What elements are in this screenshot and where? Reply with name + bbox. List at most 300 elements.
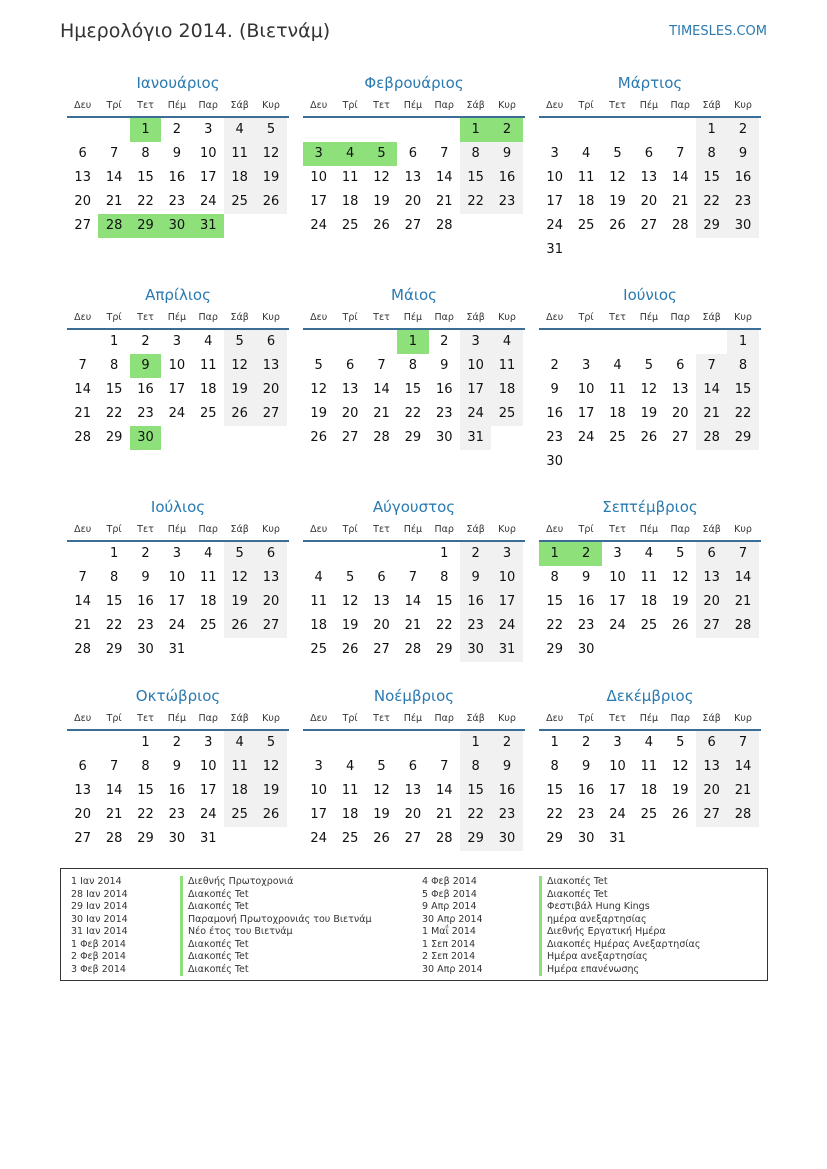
day-cell: 5 [366, 142, 397, 166]
holiday-date: 4 Φεβ 2014 [422, 876, 477, 887]
weekday-header [67, 709, 289, 731]
week-row [539, 590, 761, 614]
weekday-label: Τρί [342, 524, 358, 535]
day-cell: 30 [130, 426, 161, 450]
day-cell: 8 [440, 570, 449, 585]
weekday-label: Παρ [670, 312, 690, 323]
weekday-label: Πέμ [403, 312, 423, 323]
day-cell: 20 [255, 378, 286, 402]
day-cell: 20 [404, 807, 422, 822]
day-cell: 1 [460, 731, 491, 755]
weekday-label: Παρ [670, 713, 690, 724]
empty-cell [602, 118, 633, 142]
day-cell: 5 [314, 358, 323, 373]
weekday-label: Δευ [74, 312, 92, 323]
empty-cell [224, 827, 255, 851]
holiday-name: Παραμονή Πρωτοχρονιάς του Βιετνάμ [180, 914, 372, 927]
weekday-label: Δευ [546, 100, 564, 111]
day-cell: 5 [345, 570, 355, 585]
empty-cell [224, 214, 255, 238]
day-cell: 25 [310, 642, 327, 657]
holiday-date: 2 Σεπ 2014 [422, 951, 476, 962]
month-name: Μάρτιος [617, 74, 683, 92]
day-cell: 13 [696, 755, 727, 779]
day-cell: 7 [109, 146, 119, 161]
week-row [539, 190, 761, 214]
day-cell: 15 [404, 382, 422, 397]
weekday-label: Σάβ [230, 100, 249, 111]
day-cell: 18 [640, 594, 658, 609]
day-cell: 17 [199, 170, 217, 185]
week-row [303, 330, 525, 354]
day-cell: 1 [460, 118, 491, 142]
week-row [303, 566, 525, 590]
day-cell: 9 [172, 146, 181, 161]
day-cell: 13 [373, 594, 390, 609]
day-cell: 9 [491, 755, 522, 779]
day-cell: 20 [404, 194, 422, 209]
day-cell: 4 [204, 334, 213, 349]
day-cell: 25 [640, 618, 658, 633]
month-calendar [539, 282, 761, 476]
day-cell: 5 [224, 330, 255, 354]
day-cell: 16 [577, 594, 595, 609]
holiday-date: 29 Ιαν 2014 [71, 901, 128, 912]
legend-left-dates [71, 876, 128, 976]
weekday-header [67, 96, 289, 118]
weekday-label: Τρί [578, 312, 594, 323]
empty-cell [696, 330, 727, 354]
day-cell: 3 [204, 122, 213, 137]
weekday-header [303, 308, 525, 330]
day-cell: 9 [440, 358, 449, 373]
day-cell: 16 [168, 783, 186, 798]
day-cell: 22 [460, 190, 491, 214]
day-cell: 23 [435, 406, 453, 421]
day-cell: 19 [224, 378, 255, 402]
weekday-label: Παρ [670, 100, 690, 111]
day-cell: 3 [550, 146, 559, 161]
day-cell: 4 [224, 118, 255, 142]
empty-cell [665, 450, 696, 474]
day-cell: 27 [255, 614, 286, 638]
day-cell: 29 [404, 430, 422, 445]
weekday-label: Τρί [106, 312, 122, 323]
brand-link[interactable]: TIMESLES.COM [669, 24, 767, 39]
day-cell: 3 [204, 735, 213, 750]
week-row [67, 827, 289, 851]
day-cell: 28 [105, 831, 123, 846]
empty-cell [665, 238, 696, 262]
day-cell: 4 [491, 330, 522, 354]
day-cell: 2 [727, 118, 758, 142]
day-cell: 14 [727, 566, 758, 590]
week-row [539, 542, 761, 566]
day-cell: 22 [435, 618, 453, 633]
weekday-label: Τρί [106, 713, 122, 724]
weekday-label: Παρ [198, 713, 218, 724]
day-cell: 10 [199, 759, 217, 774]
day-cell: 12 [671, 570, 689, 585]
week-row [539, 142, 761, 166]
day-cell: 7 [727, 542, 758, 566]
day-cell: 21 [74, 618, 91, 633]
day-cell: 10 [546, 170, 563, 185]
week-row [539, 118, 761, 142]
week-row [539, 827, 761, 851]
weekday-label: Πέμ [167, 312, 187, 323]
holiday-date: 1 Σεπ 2014 [422, 938, 476, 950]
holiday-legend [60, 868, 768, 981]
weekday-label: Κυρ [262, 713, 280, 724]
day-cell: 28 [671, 218, 689, 233]
weekday-label: Σάβ [466, 524, 485, 535]
day-cell: 1 [550, 735, 559, 750]
day-cell: 6 [255, 542, 286, 566]
day-cell: 24 [609, 807, 626, 822]
day-cell: 23 [491, 190, 522, 214]
empty-cell [491, 426, 522, 450]
empty-cell [67, 118, 98, 142]
week-row [303, 779, 525, 803]
week-row [303, 590, 525, 614]
day-cell: 7 [78, 358, 87, 373]
day-cell: 1 [440, 546, 449, 561]
day-cell: 16 [491, 779, 522, 803]
empty-cell [98, 731, 129, 755]
day-cell: 4 [204, 546, 213, 561]
month-calendar [303, 70, 525, 264]
day-cell: 20 [640, 194, 658, 209]
weekday-label: Παρ [670, 524, 690, 535]
weekday-label: Κυρ [262, 100, 280, 111]
day-cell: 19 [224, 590, 255, 614]
day-cell: 3 [314, 759, 323, 774]
month-calendar [539, 494, 761, 688]
day-cell: 22 [404, 406, 422, 421]
weekday-label: Τετ [373, 524, 390, 535]
day-cell: 22 [105, 618, 123, 633]
day-cell: 21 [373, 406, 390, 421]
weekday-label: Κυρ [734, 312, 752, 323]
day-cell: 21 [727, 779, 758, 803]
holiday-name: Ημέρα επανένωσης [539, 964, 700, 977]
day-cell: 26 [255, 803, 286, 827]
day-cell: 11 [224, 142, 255, 166]
weekday-label: Πέμ [639, 713, 659, 724]
empty-cell [460, 214, 491, 238]
day-cell: 4 [581, 146, 591, 161]
weekday-header [303, 520, 525, 542]
week-row [539, 426, 761, 450]
empty-cell [665, 330, 696, 354]
week-row [539, 354, 761, 378]
day-cell: 21 [727, 590, 758, 614]
month-name: Ιούνιος [623, 286, 677, 304]
week-row [67, 330, 289, 354]
empty-cell [303, 542, 334, 566]
day-cell: 6 [78, 146, 87, 161]
day-cell: 2 [491, 118, 522, 142]
day-cell: 10 [460, 354, 491, 378]
day-cell: 6 [255, 330, 286, 354]
week-row [303, 803, 525, 827]
holiday-name: Φεστιβάλ Hung Kings [539, 901, 700, 914]
day-cell: 26 [255, 190, 286, 214]
day-cell: 22 [137, 807, 154, 822]
empty-cell [366, 330, 397, 354]
week-row [303, 142, 525, 166]
day-cell: 28 [74, 642, 91, 657]
weekday-label: Κυρ [734, 713, 752, 724]
day-cell: 28 [98, 214, 129, 238]
day-cell: 18 [640, 783, 658, 798]
empty-cell [255, 214, 286, 238]
day-cell: 29 [137, 831, 154, 846]
empty-cell [539, 118, 570, 142]
holiday-name: Διεθνής Πρωτοχρονιά [180, 876, 372, 889]
day-cell: 13 [255, 354, 286, 378]
empty-cell [570, 238, 601, 262]
week-row [67, 755, 289, 779]
weekday-label: Τετ [137, 312, 154, 323]
empty-cell [570, 330, 601, 354]
day-cell: 26 [671, 807, 689, 822]
week-row [539, 330, 761, 354]
month-name: Αύγουστος [372, 498, 456, 516]
day-cell: 20 [671, 406, 689, 421]
empty-cell [727, 827, 758, 851]
day-cell: 20 [74, 807, 91, 822]
weekday-label: Πέμ [639, 100, 659, 111]
week-row [539, 378, 761, 402]
weekday-label: Τετ [609, 713, 626, 724]
day-cell: 16 [137, 382, 154, 397]
empty-cell [334, 542, 365, 566]
week-row [539, 803, 761, 827]
weekday-label: Πέμ [167, 524, 187, 535]
day-cell: 4 [613, 358, 622, 373]
day-cell: 29 [546, 831, 563, 846]
day-cell: 7 [408, 570, 417, 585]
day-cell: 23 [491, 803, 522, 827]
legend-right-dates [422, 876, 483, 976]
day-cell: 25 [491, 402, 522, 426]
day-cell: 12 [671, 759, 689, 774]
day-cell: 16 [491, 166, 522, 190]
day-cell: 15 [137, 170, 154, 185]
day-cell: 20 [696, 590, 727, 614]
day-cell: 2 [460, 542, 491, 566]
day-cell: 4 [345, 759, 355, 774]
weekday-label: Παρ [198, 312, 218, 323]
weekday-label: Κυρ [734, 100, 752, 111]
day-cell: 17 [310, 194, 327, 209]
holiday-name: Διακοπές Tet [180, 939, 372, 952]
day-cell: 4 [334, 142, 365, 166]
day-cell: 18 [341, 194, 359, 209]
day-cell: 1 [109, 546, 119, 561]
weekday-label: Σάβ [702, 524, 721, 535]
week-row [539, 238, 761, 262]
day-cell: 24 [168, 618, 186, 633]
day-cell: 13 [671, 382, 689, 397]
week-row [67, 214, 289, 238]
day-cell: 31 [193, 214, 224, 238]
empty-cell [665, 118, 696, 142]
day-cell: 10 [168, 570, 186, 585]
day-cell: 3 [491, 542, 522, 566]
day-cell: 20 [696, 779, 727, 803]
day-cell: 13 [696, 566, 727, 590]
weekday-label: Κυρ [498, 312, 516, 323]
day-cell: 3 [460, 330, 491, 354]
weekday-label: Πέμ [403, 100, 423, 111]
weekday-label: Σάβ [230, 524, 249, 535]
day-cell: 1 [727, 330, 758, 354]
day-cell: 17 [577, 406, 595, 421]
empty-cell [727, 238, 758, 262]
day-cell: 19 [341, 618, 359, 633]
day-cell: 27 [341, 430, 359, 445]
weekday-header [67, 308, 289, 330]
day-cell: 22 [546, 618, 563, 633]
weekday-header [539, 709, 761, 731]
day-cell: 30 [491, 827, 522, 851]
month-calendar [67, 683, 289, 877]
empty-cell [303, 118, 334, 142]
day-cell: 28 [727, 614, 758, 638]
day-cell: 6 [644, 146, 653, 161]
empty-cell [696, 638, 727, 662]
day-cell: 2 [141, 546, 150, 561]
weekday-label: Τρί [342, 312, 358, 323]
weekday-label: Πέμ [167, 100, 187, 111]
day-cell: 25 [199, 406, 217, 421]
day-cell: 6 [377, 570, 386, 585]
day-cell: 12 [255, 142, 286, 166]
day-cell: 26 [310, 430, 327, 445]
empty-cell [602, 330, 633, 354]
day-cell: 17 [609, 783, 626, 798]
empty-cell [397, 731, 428, 755]
empty-cell [665, 827, 696, 851]
day-cell: 2 [141, 334, 150, 349]
day-cell: 30 [168, 831, 186, 846]
empty-cell [633, 118, 664, 142]
day-cell: 20 [373, 618, 390, 633]
month-name: Οκτώβριος [135, 687, 221, 705]
weekday-label: Σάβ [702, 100, 721, 111]
week-row [67, 378, 289, 402]
day-cell: 3 [172, 334, 181, 349]
day-cell: 11 [224, 755, 255, 779]
holiday-date: 5 Φεβ 2014 [422, 888, 477, 900]
weekday-label: Σάβ [466, 713, 485, 724]
month-calendar [539, 683, 761, 877]
day-cell: 16 [577, 783, 595, 798]
day-cell: 8 [550, 759, 559, 774]
day-cell: 1 [141, 735, 150, 750]
day-cell: 12 [373, 783, 390, 798]
week-row [67, 614, 289, 638]
day-cell: 19 [255, 779, 286, 803]
weekday-label: Τρί [106, 524, 122, 535]
weekday-label: Πέμ [403, 713, 423, 724]
day-cell: 20 [341, 406, 359, 421]
day-cell: 9 [141, 570, 150, 585]
day-cell: 26 [341, 642, 359, 657]
holiday-name: Νέο έτος του Βιετνάμ [180, 926, 372, 939]
weekday-label: Δευ [310, 312, 328, 323]
weekday-label: Πέμ [403, 524, 423, 535]
day-cell: 19 [255, 166, 286, 190]
weekday-label: Παρ [434, 100, 454, 111]
day-cell: 24 [491, 614, 522, 638]
day-cell: 23 [727, 190, 758, 214]
week-row [67, 638, 289, 662]
week-row [539, 614, 761, 638]
holiday-date: 31 Ιαν 2014 [71, 926, 128, 937]
day-cell: 11 [341, 783, 359, 798]
day-cell: 1 [130, 118, 161, 142]
day-cell: 24 [310, 831, 327, 846]
day-cell: 11 [640, 570, 658, 585]
empty-cell [67, 731, 98, 755]
day-cell: 1 [696, 118, 727, 142]
weekday-label: Τρί [342, 100, 358, 111]
day-cell: 7 [109, 759, 119, 774]
day-cell: 30 [546, 454, 563, 469]
day-cell: 27 [696, 803, 727, 827]
legend-left-names [180, 876, 372, 976]
weekday-label: Παρ [434, 312, 454, 323]
day-cell: 14 [404, 594, 422, 609]
day-cell: 24 [546, 218, 563, 233]
day-cell: 15 [727, 378, 758, 402]
week-row [303, 166, 525, 190]
day-cell: 11 [577, 170, 595, 185]
empty-cell [255, 426, 286, 450]
week-row [67, 142, 289, 166]
week-row [303, 827, 525, 851]
day-cell: 23 [460, 614, 491, 638]
month-calendar [539, 70, 761, 264]
weekday-label: Δευ [74, 713, 92, 724]
day-cell: 13 [255, 566, 286, 590]
empty-cell [633, 238, 664, 262]
empty-cell [334, 330, 365, 354]
week-row [303, 426, 525, 450]
day-cell: 9 [130, 354, 161, 378]
weekday-header [67, 520, 289, 542]
day-cell: 9 [727, 142, 758, 166]
week-row [303, 118, 525, 142]
day-cell: 14 [74, 382, 91, 397]
month-name: Ιούλιος [150, 498, 206, 516]
day-cell: 12 [224, 566, 255, 590]
empty-cell [696, 238, 727, 262]
empty-cell [633, 330, 664, 354]
week-row [539, 166, 761, 190]
day-cell: 3 [613, 546, 622, 561]
day-cell: 17 [310, 807, 327, 822]
weekday-label: Τετ [609, 100, 626, 111]
day-cell: 21 [671, 194, 689, 209]
day-cell: 4 [224, 731, 255, 755]
day-cell: 8 [109, 358, 119, 373]
weekday-label: Σάβ [702, 312, 721, 323]
